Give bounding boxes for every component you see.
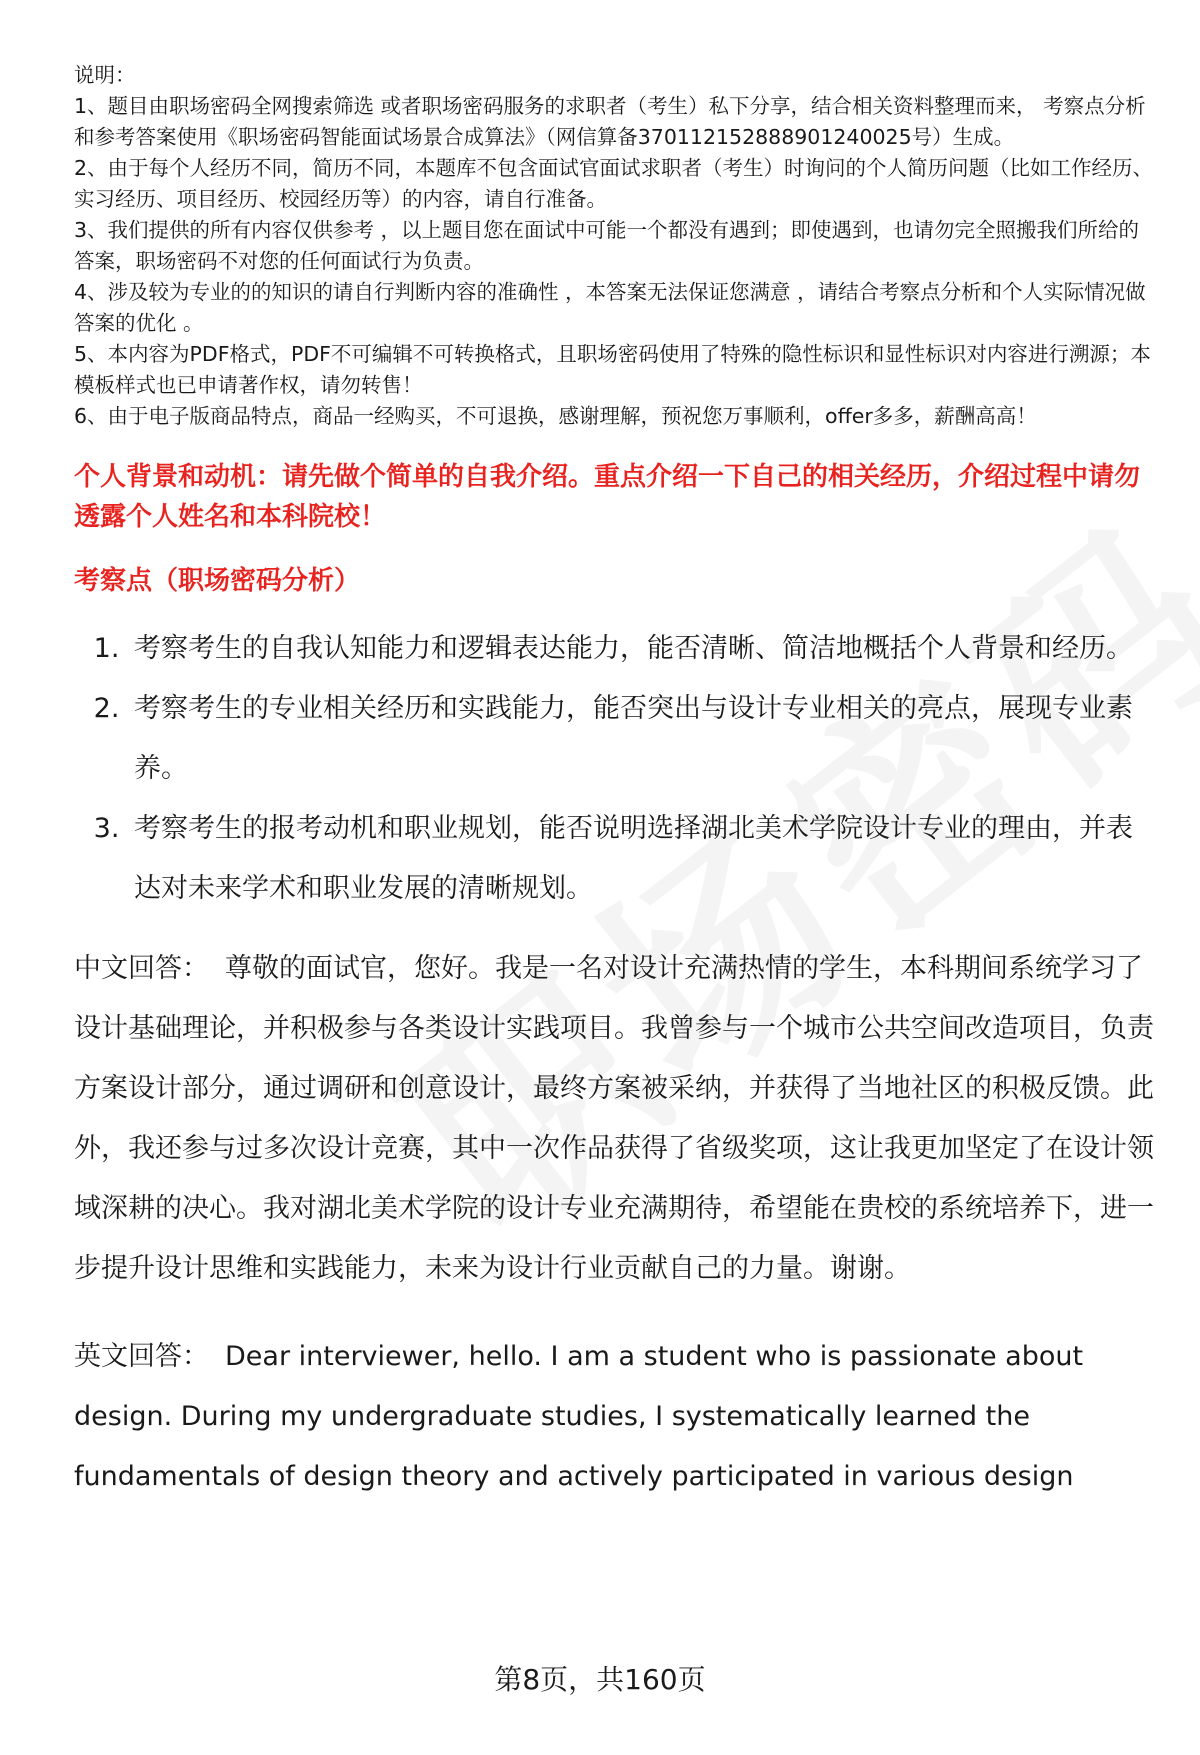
note-item: 3、我们提供的所有内容仅供参考 ，以上题目您在面试中可能一个都没有遇到；即使遇到，也请勿完全照搬我们所给的答案，职场密码不对您的任何面试行为负责。: [74, 218, 1140, 273]
notes-section: [74, 60, 1154, 432]
analysis-point: 1. 考察考生的自我认知能力和逻辑表达能力，能否清晰、简洁地概括个人背景和经历。: [128, 619, 1154, 679]
note-item: 6、由于电子版商品特点，商品一经购买，不可退换，感谢理解，预祝您万事顺利，offer多多，薪酬高高！: [74, 404, 1037, 428]
document-page: [74, 60, 1154, 1507]
question-heading: 个人背景和动机：请先做个简单的自我介绍。重点介绍一下自己的相关经历，介绍过程中请勿透露个人姓名和本科院校！: [74, 462, 1141, 532]
analysis-point: 2. 考察考生的专业相关经历和实践能力，能否突出与设计专业相关的亮点，展现专业素养。: [128, 679, 1154, 799]
chinese-answer: [74, 939, 1154, 1299]
english-answer-text: Dear interviewer, hello. I am a student who is passionate about design. During my undergraduate studies, I systematically learned the fundamentals of design theory and actively participated in various design: [74, 1341, 1084, 1492]
chinese-answer-text: 尊敬的面试官，您好。我是一名对设计充满热情的学生，本科期间系统学习了设计基础理论，并积极参与各类设计实践项目。我曾参与一个城市公共空间改造项目，负责方案设计部分，通过调研和创意设计，最终方案被采纳，并获得了当地社区的积极反馈。此外，我还参与过多次设计竞赛，其中一次作品获得了省级奖项，这让我更加坚定了在设计领域深耕的决心。我对湖北美术学院的设计专业充满期待，希望能在贵校的系统培养下，进一步提升设计思维和实践能力，未来为设计行业贡献自己的力量。谢谢。: [74, 953, 1154, 1284]
english-answer: [74, 1327, 1154, 1507]
english-answer-label: 英文回答：: [74, 1341, 209, 1372]
analysis-heading: 考察点（职场密码分析）: [74, 566, 361, 596]
chinese-answer-label: 中文回答：: [74, 953, 209, 984]
note-item: 2、由于每个人经历不同，简历不同，本题库不包含面试官面试求职者（考生）时询问的个人简历问题（比如工作经历、实习经历、项目经历、校园经历等）的内容，请自行准备。: [74, 156, 1154, 211]
page-number: 第8页，共160页: [494, 1663, 706, 1696]
analysis-points: [74, 619, 1154, 919]
note-item: 4、涉及较为专业的的知识的请自行判断内容的准确性 ，本答案无法保证您满意 ，请结合考察点分析和个人实际情况做答案的优化 。: [74, 280, 1146, 335]
analysis-point: 3. 考察考生的报考动机和职业规划，能否说明选择湖北美术学院设计专业的理由，并表达对未来学术和职业发展的清晰规划。: [128, 799, 1154, 919]
note-item: 5、本内容为PDF格式，PDF不可编辑不可转换格式，且职场密码使用了特殊的隐性标识和显性标识对内容进行溯源；本模板样式也已申请著作权，请勿转售！: [74, 342, 1151, 397]
note-item: 1、题目由职场密码全网搜索筛选 或者职场密码服务的求职者（考生）私下分享，结合相关资料整理而来， 考察点分析和参考答案使用《职场密码智能面试场景合成算法》（网信算备370112152888901240025号）生成。: [74, 94, 1146, 149]
notes-title: 说明：: [74, 63, 136, 87]
